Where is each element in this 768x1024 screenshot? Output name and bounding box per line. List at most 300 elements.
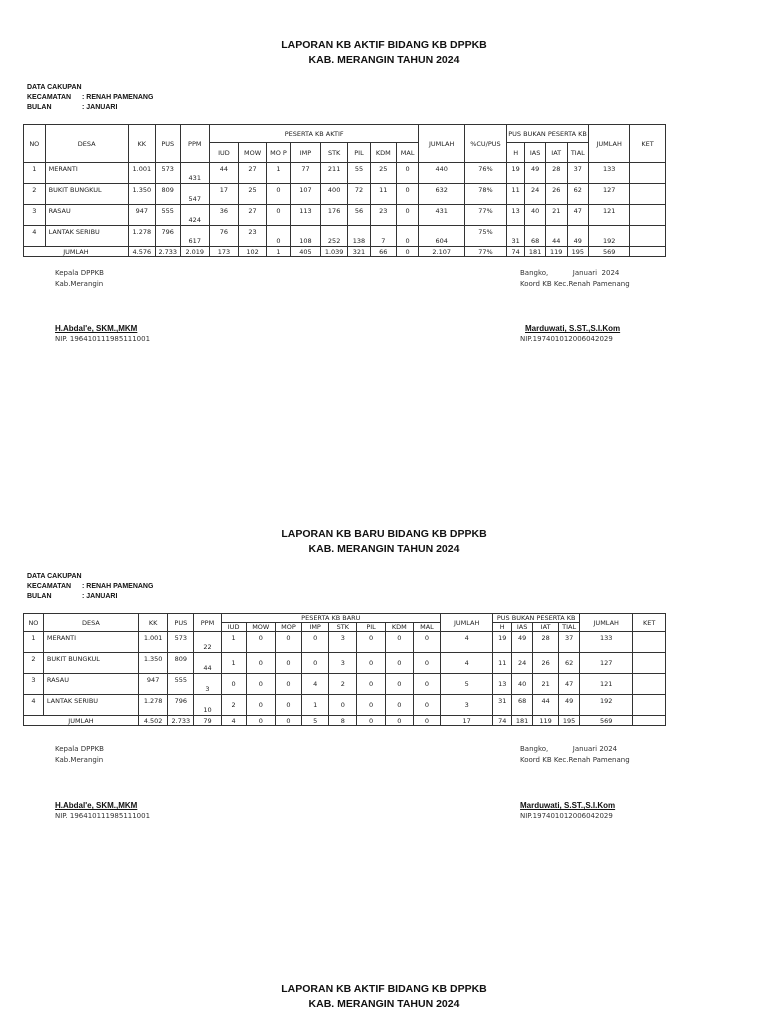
cell-ket (633, 653, 666, 674)
kecamatan-label: KECAMATAN (27, 94, 72, 101)
cell-iud: 1 (221, 632, 246, 653)
cell-kk: 1.001 (128, 163, 155, 184)
col-pus: PUS (155, 125, 180, 163)
total-pus: 2.733 (155, 247, 180, 257)
cell-mal: 0 (396, 205, 419, 226)
cell-ias: 68 (525, 226, 546, 247)
cell-h: 11 (507, 184, 525, 205)
total-ppm: 2.019 (180, 247, 209, 257)
kecamatan-label: KECAMATAN (27, 583, 72, 590)
cell-ppm: 44 (194, 653, 221, 674)
cell-ket (630, 163, 666, 184)
cell-mal: 0 (413, 632, 440, 653)
cell-iat: 26 (533, 653, 559, 674)
cell-pil: 0 (357, 695, 385, 716)
cell-no: 2 (24, 653, 44, 674)
cell-ppm: 431 (180, 163, 209, 184)
col-h: H (507, 143, 525, 163)
cell-stk: 176 (321, 205, 348, 226)
col-peserta-kb: PESERTA KB BARU (221, 614, 440, 623)
left-sig-nip: NIP. 196410111985111001 (55, 812, 151, 820)
cell-ias: 68 (512, 695, 533, 716)
cell-tial: 49 (559, 695, 580, 716)
cell-mow: 0 (246, 674, 275, 695)
cell-mop: 0 (275, 695, 301, 716)
cell-kk: 947 (139, 674, 168, 695)
report-title (0, 527, 768, 557)
col-kk: KK (139, 614, 168, 632)
total-kdm: 66 (370, 247, 396, 257)
kb-baru-table (23, 613, 666, 726)
total-jumlah-2: 569 (580, 716, 633, 726)
cell-imp: 107 (290, 184, 320, 205)
total-mow: 102 (239, 247, 267, 257)
cell-mow: 0 (246, 653, 275, 674)
title-line-2: KAB. MERANGIN TAHUN 2024 (308, 54, 460, 66)
report-meta (27, 572, 153, 602)
right-sig-date: Bangko, Januari 2024 (520, 745, 618, 753)
total-mow: 0 (246, 716, 275, 726)
cell-imp: 0 (302, 653, 329, 674)
col-mow: MOW (239, 143, 267, 163)
cell-ket (633, 632, 666, 653)
cell-kdm: 25 (370, 163, 396, 184)
total-ppm: 79 (194, 716, 221, 726)
total-tial: 195 (559, 716, 580, 726)
col-mop: MO P (267, 143, 291, 163)
col-cu-pus: %CU/PUS (464, 125, 506, 163)
cell-kk: 1.001 (139, 632, 168, 653)
cell-stk: 211 (321, 163, 348, 184)
bulan-value: : JANUARI (82, 104, 118, 111)
total-ias: 181 (525, 247, 546, 257)
cell-pus: 555 (155, 205, 180, 226)
cell-iat: 21 (545, 205, 567, 226)
cell-mop: 0 (275, 653, 301, 674)
cell-ias: 40 (512, 674, 533, 695)
cell-ket (630, 226, 666, 247)
cell-stk: 3 (329, 632, 357, 653)
cell-mop: 0 (267, 226, 291, 247)
cell-kk: 1.350 (139, 653, 168, 674)
col-pus-bukan: PUS BUKAN PESERTA KB (507, 125, 589, 143)
cell-iud: 36 (209, 205, 238, 226)
col-pus-bukan: PUS BUKAN PESERTA KB (493, 614, 580, 623)
total-kdm: 0 (385, 716, 413, 726)
cell-imp: 4 (302, 674, 329, 695)
cell-kk: 1.278 (139, 695, 168, 716)
col-mal: MAL (413, 623, 440, 632)
left-sig-nip: NIP. 196410111985111001 (55, 335, 151, 343)
col-iat: IAT (545, 143, 567, 163)
cell-pct: 75% (464, 226, 506, 247)
right-signatory (520, 800, 615, 822)
cell-iud: 2 (221, 695, 246, 716)
title-line-1: LAPORAN KB AKTIF BIDANG KB DPPKB (281, 983, 487, 995)
col-kdm: KDM (385, 623, 413, 632)
left-signature-block (55, 268, 104, 290)
cell-desa: MERANTI (45, 163, 128, 184)
cell-kdm: 23 (370, 205, 396, 226)
cell-iud: 1 (221, 653, 246, 674)
cell-tial: 37 (559, 632, 580, 653)
col-jumlah: JUMLAH (441, 614, 493, 632)
total-iud: 4 (221, 716, 246, 726)
cell-ias: 49 (525, 163, 546, 184)
cell-ias: 49 (512, 632, 533, 653)
cell-pus: 809 (168, 653, 194, 674)
cell-tial: 62 (567, 184, 589, 205)
col-mow: MOW (246, 623, 275, 632)
cell-ket (633, 695, 666, 716)
col-imp: IMP (290, 143, 320, 163)
report-meta (27, 83, 153, 113)
cell-jumlah: 431 (419, 205, 464, 226)
cell-pil: 0 (357, 674, 385, 695)
total-stk: 1.039 (321, 247, 348, 257)
cell-h: 13 (507, 205, 525, 226)
cell-jumlah-2: 192 (589, 226, 630, 247)
cell-jumlah-2: 127 (580, 653, 633, 674)
cell-ppm: 547 (180, 184, 209, 205)
cell-h: 31 (493, 695, 512, 716)
total-mop: 0 (275, 716, 301, 726)
total-label: JUMLAH (24, 247, 129, 257)
col-mop: MOP (275, 623, 301, 632)
cell-desa: RASAU (43, 674, 138, 695)
col-ias: IAS (512, 623, 533, 632)
cell-iat: 28 (545, 163, 567, 184)
cell-ket (630, 184, 666, 205)
cell-kk: 947 (128, 205, 155, 226)
cell-h: 19 (507, 163, 525, 184)
right-sig-nip: NIP.197401012006042029 (520, 335, 613, 343)
total-iat: 119 (533, 716, 559, 726)
cell-pus: 573 (155, 163, 180, 184)
cell-stk: 400 (321, 184, 348, 205)
col-mal: MAL (396, 143, 419, 163)
cell-mal: 0 (396, 184, 419, 205)
total-tial: 195 (567, 247, 589, 257)
total-ias: 181 (512, 716, 533, 726)
cell-mop: 0 (275, 674, 301, 695)
cell-pus: 809 (155, 184, 180, 205)
total-mal: 0 (413, 716, 440, 726)
right-sig-nip: NIP.197401012006042029 (520, 812, 613, 820)
cell-iud: 17 (209, 184, 238, 205)
col-desa: DESA (45, 125, 128, 163)
cell-tial: 47 (567, 205, 589, 226)
left-sig-name: H.Abdal'e, SKM.,MKM (55, 801, 138, 810)
cell-ket (630, 205, 666, 226)
cell-jumlah-2: 192 (580, 695, 633, 716)
cell-tial: 49 (567, 226, 589, 247)
meta-heading: DATA CAKUPAN (27, 573, 82, 580)
total-mal: 0 (396, 247, 419, 257)
left-sig-title: Kepala DPPKB (55, 745, 104, 753)
total-iat: 119 (545, 247, 567, 257)
cell-jumlah: 3 (441, 695, 493, 716)
cell-imp: 108 (290, 226, 320, 247)
col-imp: IMP (302, 623, 329, 632)
cell-ket (633, 674, 666, 695)
table-row (24, 163, 666, 184)
cell-jumlah-2: 121 (589, 205, 630, 226)
cell-desa: RASAU (45, 205, 128, 226)
title-line-1: LAPORAN KB AKTIF BIDANG KB DPPKB (281, 39, 487, 51)
cell-jumlah-2: 133 (580, 632, 633, 653)
left-signatory (55, 323, 150, 345)
cell-ppm: 22 (194, 632, 221, 653)
cell-no: 4 (24, 226, 46, 247)
cell-h: 13 (493, 674, 512, 695)
total-ket (630, 247, 666, 257)
cell-h: 11 (493, 653, 512, 674)
cell-pus: 555 (168, 674, 194, 695)
col-ppm: PPM (194, 614, 221, 632)
table-total-row (24, 716, 666, 726)
cell-iud: 76 (209, 226, 238, 247)
cell-stk: 252 (321, 226, 348, 247)
right-sig-title: Koord KB Kec.Renah Pamenang (520, 280, 630, 288)
total-h: 74 (507, 247, 525, 257)
cell-ppm: 3 (194, 674, 221, 695)
total-imp: 405 (290, 247, 320, 257)
cell-kdm: 11 (370, 184, 396, 205)
cell-desa: MERANTI (43, 632, 138, 653)
cell-mop: 0 (267, 205, 291, 226)
col-kk: KK (128, 125, 155, 163)
cell-mow: 27 (239, 163, 267, 184)
left-signature-block (55, 744, 104, 766)
col-ppm: PPM (180, 125, 209, 163)
kecamatan-value: : RENAH PAMENANG (82, 94, 154, 101)
cell-jumlah-2: 121 (580, 674, 633, 695)
cell-jumlah-2: 133 (589, 163, 630, 184)
col-peserta-kb: PESERTA KB AKTIF (209, 125, 419, 143)
cell-mow: 25 (239, 184, 267, 205)
col-h: H (493, 623, 512, 632)
right-sig-title: Koord KB Kec.Renah Pamenang (520, 756, 630, 764)
cell-iat: 44 (545, 226, 567, 247)
col-iud: IUD (209, 143, 238, 163)
cell-kdm: 0 (385, 632, 413, 653)
meta-heading: DATA CAKUPAN (27, 84, 82, 91)
table-row (24, 632, 666, 653)
cell-tial: 47 (559, 674, 580, 695)
total-stk: 8 (329, 716, 357, 726)
report-title (0, 38, 768, 68)
total-h: 74 (493, 716, 512, 726)
cell-iat: 44 (533, 695, 559, 716)
col-desa: DESA (43, 614, 138, 632)
total-pus: 2.733 (168, 716, 194, 726)
cell-desa: LANTAK SERIBU (45, 226, 128, 247)
table-row (24, 184, 666, 205)
total-mop: 1 (267, 247, 291, 257)
cell-tial: 62 (559, 653, 580, 674)
cell-ppm: 617 (180, 226, 209, 247)
cell-jumlah: 4 (441, 653, 493, 674)
col-tial: TIAL (567, 143, 589, 163)
cell-imp: 1 (302, 695, 329, 716)
right-sig-date: Bangko, Januari 2024 (520, 269, 620, 277)
cell-kdm: 7 (370, 226, 396, 247)
cell-no: 4 (24, 695, 44, 716)
cell-ias: 40 (525, 205, 546, 226)
cell-kdm: 0 (385, 653, 413, 674)
total-pil: 0 (357, 716, 385, 726)
col-stk: STK (329, 623, 357, 632)
cell-mow: 0 (246, 632, 275, 653)
cell-imp: 113 (290, 205, 320, 226)
cell-desa: BUKIT BUNGKUL (43, 653, 138, 674)
title-line-2: KAB. MERANGIN TAHUN 2024 (308, 543, 460, 555)
cell-mow: 27 (239, 205, 267, 226)
bulan-label: BULAN (27, 104, 52, 111)
cell-desa: LANTAK SERIBU (43, 695, 138, 716)
right-signature-block (520, 268, 630, 290)
cell-jumlah: 5 (441, 674, 493, 695)
col-no: NO (24, 125, 46, 163)
total-ket (633, 716, 666, 726)
col-pus: PUS (168, 614, 194, 632)
cell-pil: 72 (348, 184, 371, 205)
cell-no: 3 (24, 205, 46, 226)
right-signature-block (520, 744, 630, 766)
left-signatory (55, 800, 150, 822)
table-row (24, 695, 666, 716)
total-jumlah-2: 569 (589, 247, 630, 257)
cell-desa: BUKIT BUNGKUL (45, 184, 128, 205)
cell-jumlah: 632 (419, 184, 464, 205)
cell-h: 31 (507, 226, 525, 247)
total-pil: 321 (348, 247, 371, 257)
cell-jumlah: 440 (419, 163, 464, 184)
cell-pil: 0 (357, 653, 385, 674)
col-jumlah-2: JUMLAH (589, 125, 630, 163)
report-title (0, 982, 768, 1012)
cell-kk: 1.278 (128, 226, 155, 247)
cell-stk: 0 (329, 695, 357, 716)
table-total-row (24, 247, 666, 257)
left-sig-office: Kab.Merangin (55, 280, 104, 288)
cell-mal: 0 (396, 226, 419, 247)
cell-ias: 24 (512, 653, 533, 674)
left-sig-name: H.Abdal'e, SKM.,MKM (55, 324, 138, 333)
cell-mow: 0 (246, 695, 275, 716)
title-line-2: KAB. MERANGIN TAHUN 2024 (308, 998, 460, 1010)
bulan-label: BULAN (27, 593, 52, 600)
right-sig-name: Marduwati, S.ST.,S.I.Kom (525, 324, 621, 333)
total-jumlah: 2.107 (419, 247, 464, 257)
cell-mal: 0 (413, 653, 440, 674)
right-sig-name: Marduwati, S.ST.,S.I.Kom (520, 801, 616, 810)
col-no: NO (24, 614, 44, 632)
cell-mal: 0 (413, 695, 440, 716)
table-row (24, 226, 666, 247)
cell-ppm: 424 (180, 205, 209, 226)
cell-ppm: 10 (194, 695, 221, 716)
cell-h: 19 (493, 632, 512, 653)
total-imp: 5 (302, 716, 329, 726)
col-jumlah: JUMLAH (419, 125, 464, 163)
cell-pil: 0 (357, 632, 385, 653)
col-pil: PIL (357, 623, 385, 632)
col-ias: IAS (525, 143, 546, 163)
cell-iud: 0 (221, 674, 246, 695)
col-ket: KET (633, 614, 666, 632)
title-line-1: LAPORAN KB BARU BIDANG KB DPPKB (281, 528, 487, 540)
col-pil: PIL (348, 143, 371, 163)
cell-pus: 796 (168, 695, 194, 716)
col-iat: IAT (533, 623, 559, 632)
cell-imp: 0 (302, 632, 329, 653)
cell-pct: 77% (464, 205, 506, 226)
total-pct: 77% (464, 247, 506, 257)
cell-no: 1 (24, 163, 46, 184)
cell-no: 1 (24, 632, 44, 653)
total-label: JUMLAH (24, 716, 139, 726)
kb-aktif-table (23, 124, 666, 257)
total-jumlah: 17 (441, 716, 493, 726)
table-row (24, 674, 666, 695)
cell-stk: 3 (329, 653, 357, 674)
cell-pct: 76% (464, 163, 506, 184)
cell-pus: 796 (155, 226, 180, 247)
cell-ias: 24 (525, 184, 546, 205)
cell-jumlah-2: 127 (589, 184, 630, 205)
cell-no: 2 (24, 184, 46, 205)
cell-stk: 2 (329, 674, 357, 695)
cell-pil: 138 (348, 226, 371, 247)
left-sig-title: Kepala DPPKB (55, 269, 104, 277)
cell-mal: 0 (396, 163, 419, 184)
cell-iat: 26 (545, 184, 567, 205)
col-ket: KET (630, 125, 666, 163)
table-row (24, 653, 666, 674)
bulan-value: : JANUARI (82, 593, 118, 600)
table-row (24, 205, 666, 226)
cell-kdm: 0 (385, 695, 413, 716)
cell-jumlah: 4 (441, 632, 493, 653)
col-jumlah-2: JUMLAH (580, 614, 633, 632)
cell-mop: 0 (275, 632, 301, 653)
cell-pus: 573 (168, 632, 194, 653)
col-tial: TIAL (559, 623, 580, 632)
kecamatan-value: : RENAH PAMENANG (82, 583, 154, 590)
cell-mow: 23 (239, 226, 267, 247)
cell-jumlah: 604 (419, 226, 464, 247)
total-kk: 4.576 (128, 247, 155, 257)
cell-iud: 44 (209, 163, 238, 184)
cell-pct: 78% (464, 184, 506, 205)
cell-mop: 0 (267, 184, 291, 205)
cell-tial: 37 (567, 163, 589, 184)
cell-kdm: 0 (385, 674, 413, 695)
left-sig-office: Kab.Merangin (55, 756, 104, 764)
col-iud: IUD (221, 623, 246, 632)
cell-mal: 0 (413, 674, 440, 695)
cell-mop: 1 (267, 163, 291, 184)
cell-iat: 21 (533, 674, 559, 695)
cell-no: 3 (24, 674, 44, 695)
cell-pil: 56 (348, 205, 371, 226)
cell-iat: 28 (533, 632, 559, 653)
right-signatory (520, 323, 620, 345)
col-kdm: KDM (370, 143, 396, 163)
cell-kk: 1.350 (128, 184, 155, 205)
